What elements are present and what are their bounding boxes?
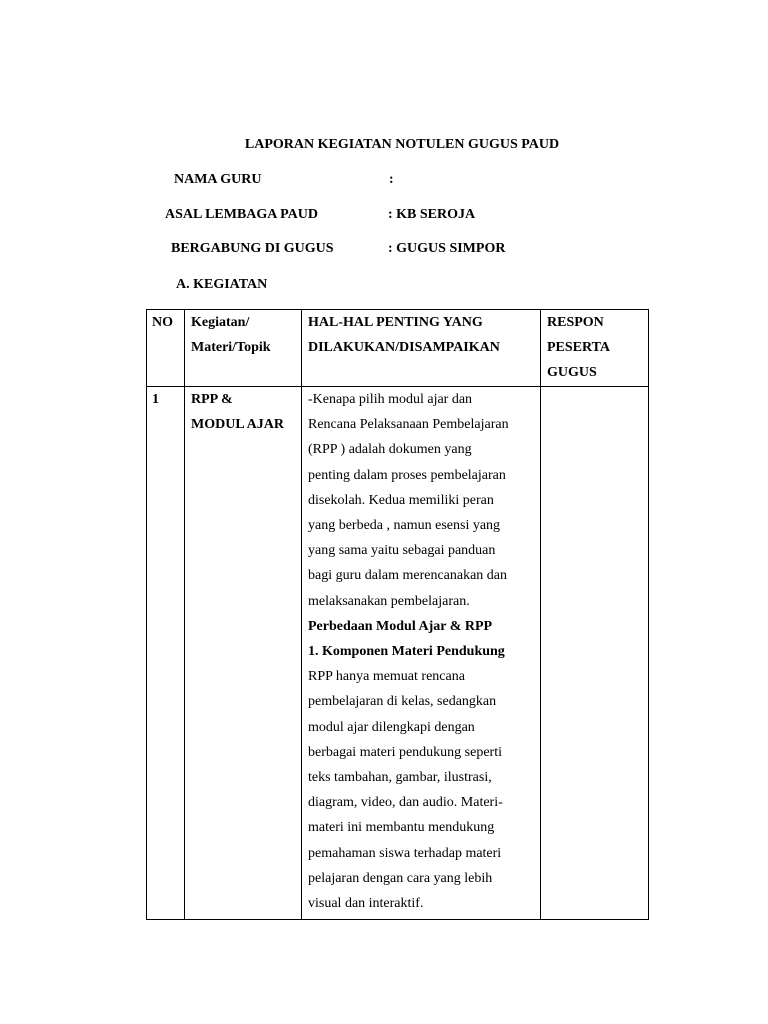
row-points xyxy=(302,387,541,920)
page-title: LAPORAN KEGIATAN NOTULEN GUGUS PAUD xyxy=(244,137,560,152)
points-line: pelajaran dengan cara yang lebih xyxy=(308,870,493,886)
points-line: yang berbeda , namun esensi yang xyxy=(308,518,501,534)
points-line: pemahaman siswa terhadap materi xyxy=(308,845,502,861)
activity-table xyxy=(146,309,649,920)
points-line: yang sama yaitu sebagai panduan xyxy=(308,543,496,559)
points-subheading: 1. Komponen Materi Pendukung xyxy=(308,644,505,660)
points-line: visual dan interaktif. xyxy=(308,896,424,912)
section-heading: A. KEGIATAN xyxy=(176,277,268,292)
field-value-nama-guru: : xyxy=(389,172,394,187)
field-label-gugus: BERGABUNG DI GUGUS xyxy=(171,241,334,256)
header-topic: Kegiatan/ Materi/Topik xyxy=(185,310,302,387)
header-points: HAL-HAL PENTING YANG DILAKUKAN/DISAMPAIKAN xyxy=(302,310,541,387)
field-value-gugus: : GUGUS SIMPOR xyxy=(388,241,506,256)
points-line: disekolah. Kedua memiliki peran xyxy=(308,492,494,508)
points-line: Rencana Pelaksanaan Pembelajaran xyxy=(308,417,509,433)
points-line: pembelajaran di kelas, sedangkan xyxy=(308,694,497,710)
table-header-row xyxy=(147,310,649,387)
field-label-nama-guru: NAMA GURU xyxy=(174,172,262,187)
table-row xyxy=(147,387,649,920)
field-label-asal-lembaga: ASAL LEMBAGA PAUD xyxy=(165,207,318,222)
points-line: bagi guru dalam merencanakan dan xyxy=(308,568,508,584)
points-line: berbagai materi pendukung seperti xyxy=(308,744,502,760)
header-response: RESPON PESERTA GUGUS xyxy=(541,310,649,387)
row-topic: RPP & MODUL AJAR xyxy=(185,387,302,920)
points-subheading: Perbedaan Modul Ajar & RPP xyxy=(308,618,493,634)
row-response xyxy=(541,387,649,920)
field-value-asal-lembaga: : KB SEROJA xyxy=(388,207,476,222)
header-no: NO xyxy=(147,310,185,387)
points-line: teks tambahan, gambar, ilustrasi, xyxy=(308,770,492,786)
points-line: diagram, video, dan audio. Materi- xyxy=(308,795,503,811)
row-no: 1 xyxy=(147,387,185,920)
points-line: materi ini membantu mendukung xyxy=(308,820,495,836)
points-line: (RPP ) adalah dokumen yang xyxy=(308,442,472,458)
points-line: melaksanakan pembelajaran. xyxy=(308,593,470,609)
points-line: penting dalam proses pembelajaran xyxy=(308,467,506,483)
points-line: -Kenapa pilih modul ajar dan xyxy=(308,392,473,407)
points-line: RPP hanya memuat rencana xyxy=(308,669,465,685)
points-line: modul ajar dilengkapi dengan xyxy=(308,719,475,735)
